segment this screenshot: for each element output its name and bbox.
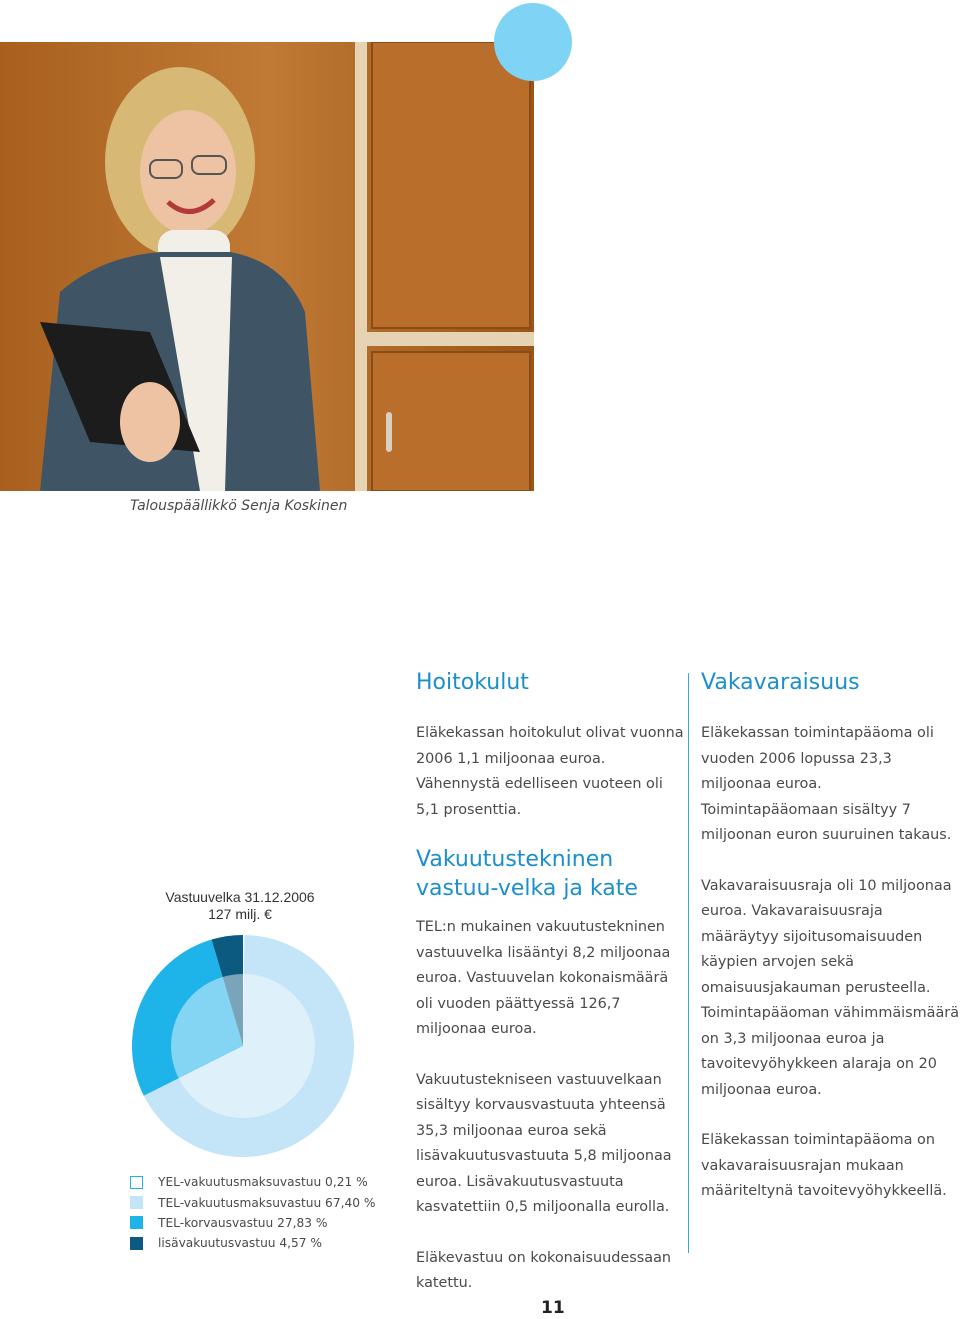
legend-label: YEL-vakuutusmaksuvastuu 0,21 % xyxy=(158,1175,368,1190)
donut-inner xyxy=(171,974,315,1118)
legend-swatch xyxy=(130,1237,143,1250)
heading-hoitokulut: Hoitokulut xyxy=(416,670,529,695)
photo-caption: Talouspäällikkö Senja Koskinen xyxy=(130,498,348,514)
chart-title-line-1: Vastuuvelka 31.12.2006 xyxy=(165,889,315,905)
chart-legend xyxy=(130,1172,375,1254)
paragraph-vakavaraisuus-3: Eläkekassan toimintapääoma on vakavaraisuusrajan mukaan määriteltynä tavoitevyöhykkeellä. xyxy=(701,1132,947,1199)
legend-label: TEL-vakuutusmaksuvastuu 67,40 % xyxy=(158,1195,376,1210)
paragraph-vastuuvelka-1: TEL:n mukainen vakuutustekninen vastuuvelka lisääntyi 8,2 miljoonaa euroa. Vastuuvelan kokonaismäärä oli vuoden päättyessä 126,7 miljoonaa euroa. xyxy=(416,919,671,1037)
legend-label: lisävakuutusvastuu 4,57 % xyxy=(158,1236,322,1251)
paragraph-vastuuvelka-2: Vakuutustekniseen vastuuvelkaan sisältyy korvausvastuuta yhteensä 35,3 miljoonaa euroa sekä lisävakuutusvastuuta 5,8 miljoonaa euroa. Lisävakuutusvastuuta kasvatettiin 0,5 miljoonalla eurolla. xyxy=(416,1071,672,1215)
legend-swatch xyxy=(130,1176,143,1189)
legend-label: TEL-korvausvastuu 27,83 % xyxy=(158,1215,328,1230)
legend-swatch xyxy=(130,1216,143,1229)
paragraph-hoitokulut: Eläkekassan hoitokulut olivat vuonna 2006 1,1 miljoonaa euroa. Vähennystä edelliseen vuoteen oli 5,1 prosenttia. xyxy=(416,725,684,818)
column-divider xyxy=(688,673,689,1253)
heading-vakavaraisuus: Vakavaraisuus xyxy=(701,670,860,695)
chart-title xyxy=(140,889,340,923)
paragraph-elakevastuu: Eläkevastuu on kokonaisuudessaan katettu. xyxy=(416,1249,672,1291)
legend-item-2 xyxy=(130,1213,375,1233)
legend-swatch xyxy=(130,1196,143,1209)
portrait-illustration xyxy=(0,42,534,491)
right-column xyxy=(701,668,960,1205)
chart-title-line-2: 127 milj. € xyxy=(208,906,272,922)
legend-item-1 xyxy=(130,1192,375,1212)
decorative-circle xyxy=(494,3,572,81)
paragraph-vakavaraisuus-2: Vakavaraisuusraja oli 10 miljoonaa euroa. Vakavaraisuusraja määräytyy sijoitusomaisuuden käypien arvojen sekä omaisuusjakauman perusteella. Toimintapääoman vähimmäismäärä on 3,3 miljoonaa euroa ja tavoitevyöhykkeen alaraja on 20 miljoonaa euroa. xyxy=(701,877,960,1098)
heading-vastuuvelka: Vakuutustekninen vastuu-velka ja kate xyxy=(416,847,638,901)
paragraph-vakavaraisuus-1: Eläkekassan toimintapääoma oli vuoden 2006 lopussa 23,3 miljoonaa euroa. Toimintapääomaan sisältyy 7 miljoonan euron suuruinen takaus. xyxy=(701,725,952,843)
page-number: 11 xyxy=(541,1298,565,1318)
middle-column xyxy=(416,668,686,1297)
legend-item-3 xyxy=(130,1233,375,1253)
legend-item-0 xyxy=(130,1172,375,1192)
portrait-photo xyxy=(0,42,534,491)
donut-chart xyxy=(130,933,356,1159)
